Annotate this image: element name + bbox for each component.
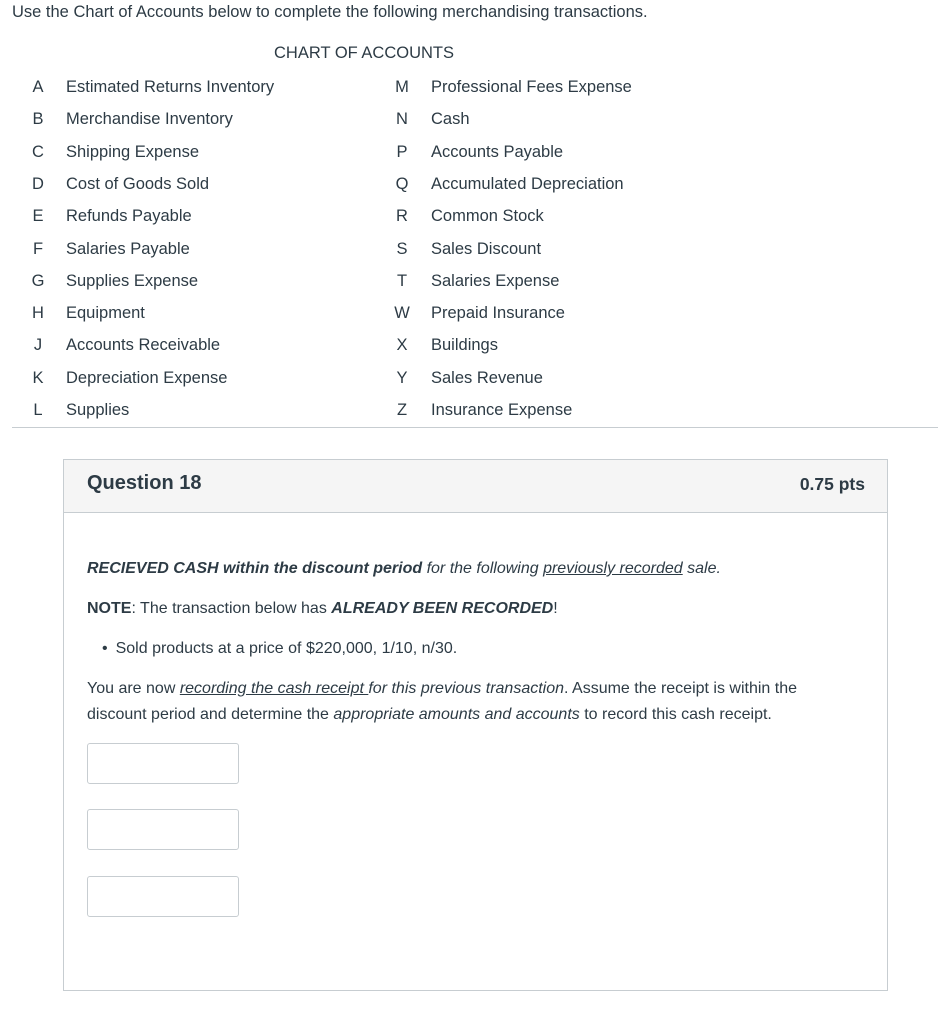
question-card [63,459,888,991]
instructions-text: Use the Chart of Accounts below to complete the following merchandising transactions. [12,3,648,21]
account-name: Salaries Payable [66,239,190,258]
account-name: Refunds Payable [66,207,192,226]
account-letter: J [33,336,43,355]
account-name: Shipping Expense [66,142,200,161]
account-letter: W [394,304,410,323]
answer-input-3[interactable] [87,876,239,917]
para-italic-2: appropriate amounts and accounts [333,706,580,723]
account-letter: P [396,142,408,161]
account-name: Salaries Expense [431,271,560,290]
account-name: Sales Discount [431,239,542,258]
account-name: Common Stock [431,207,544,226]
question-line-1 [87,560,721,578]
question-header [64,460,887,513]
account-letter: Z [396,401,408,419]
account-letter: M [395,78,409,96]
para-line2-start: discount period and determine the [87,706,334,723]
account-letter: E [32,207,44,226]
para-italic: for this previous transaction [368,680,565,697]
account-letter: A [32,78,44,96]
account-letter: S [396,239,408,258]
instruction-end: sale. [682,560,721,577]
account-letter: X [396,336,408,355]
account-letter: F [32,239,44,258]
note-line [87,600,558,618]
para-mid: . Assume the receipt is within the [564,680,798,697]
para-underlined: recording the cash receipt [179,680,369,697]
account-letter: N [396,110,408,129]
bullet-dot-icon: • [102,640,108,657]
para-end: to record this cash receipt. [579,706,772,723]
account-name: Supplies [66,401,130,419]
instruction-emphasis: RECIEVED CASH within the discount period [87,560,423,577]
account-letter: C [32,142,44,161]
instruction-underlined: previously recorded [543,560,683,577]
transaction-bullet [102,640,457,658]
question-title: Question 18 [87,472,202,494]
account-letter: R [396,207,408,226]
account-name: Prepaid Insurance [431,304,565,323]
account-letter: D [32,174,44,193]
chart-of-accounts-title: CHART OF ACCOUNTS [274,44,454,62]
divider [12,427,938,428]
account-name: Insurance Expense [431,401,573,419]
account-letter: L [33,401,43,419]
account-name: Depreciation Expense [66,368,228,387]
note-end: ! [553,600,558,617]
question-points: 0.75 pts [799,474,865,494]
account-name: Accounts Receivable [66,336,221,355]
account-name: Equipment [66,304,145,323]
account-letter: G [31,271,45,290]
para-start: You are now [87,680,180,697]
answer-input-1[interactable] [87,743,239,784]
paragraph-line-2 [87,706,772,724]
note-label: NOTE [87,600,132,617]
account-name: Professional Fees Expense [431,78,632,96]
account-name: Buildings [431,336,498,355]
account-name: Cost of Goods Sold [66,174,210,193]
account-letter: B [32,110,44,129]
account-name: Merchandise Inventory [66,110,233,129]
note-emphasis: ALREADY BEEN RECORDED [331,600,554,617]
account-letter: Y [396,368,408,387]
transaction-text: Sold products at a price of $220,000, 1/10, n/30. [115,640,458,657]
account-letter: H [32,304,44,323]
instruction-text: for the following [422,560,544,577]
account-name: Estimated Returns Inventory [66,78,275,96]
paragraph-line-1 [87,680,797,698]
answer-input-2[interactable] [87,809,239,850]
account-name: Supplies Expense [66,271,199,290]
account-name: Accumulated Depreciation [431,174,624,193]
account-letter: K [32,368,44,387]
account-letter: Q [395,174,409,193]
account-name: Accounts Payable [431,142,564,161]
account-name: Cash [431,110,470,129]
account-letter: T [396,271,408,290]
account-name: Sales Revenue [431,368,543,387]
note-text: : The transaction below has [131,600,332,617]
